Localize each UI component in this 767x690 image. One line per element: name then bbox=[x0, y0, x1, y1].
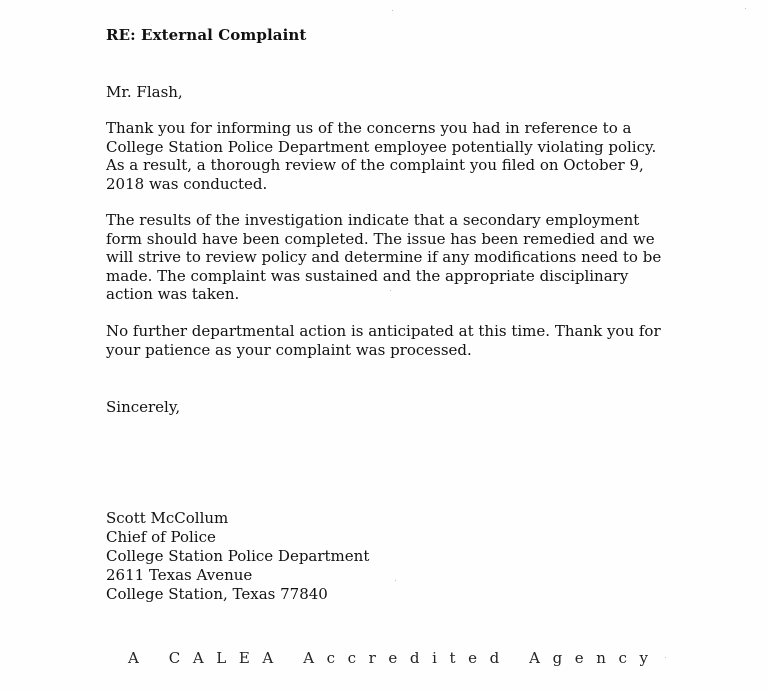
letter-salutation: Mr. Flash, bbox=[106, 83, 183, 101]
signature-block bbox=[106, 509, 369, 604]
scan-speck bbox=[665, 657, 666, 658]
paragraph-line: action was taken. bbox=[106, 285, 240, 303]
paragraph-line: No further departmental action is anticipated at this time. Thank you for bbox=[106, 322, 661, 340]
letter-closing: Sincerely, bbox=[106, 398, 181, 416]
letter-subject: RE: External Complaint bbox=[106, 26, 307, 44]
scan-speck bbox=[395, 580, 396, 581]
paragraph-line: 2018 was conducted. bbox=[106, 174, 268, 193]
paragraph-line: The results of the investigation indicate that a secondary employment bbox=[106, 211, 640, 229]
body-paragraph-3 bbox=[106, 322, 686, 359]
signature-title: Chief of Police bbox=[106, 528, 216, 546]
signature-street: 2611 Texas Avenue bbox=[106, 566, 253, 584]
paragraph-line: will strive to review policy and determine if any modifications need to be bbox=[106, 248, 662, 266]
signature-city-state-zip: College Station, Texas 77840 bbox=[106, 585, 328, 603]
signature-name: Scott McCollum bbox=[106, 509, 229, 527]
paragraph-line: made. The complaint was sustained and the appropriate disciplinary bbox=[106, 266, 629, 285]
signature-department: College Station Police Department bbox=[106, 547, 370, 565]
letter-footer: A CALEA Accredited Agency bbox=[128, 649, 661, 667]
paragraph-line: Thank you for informing us of the concerns you had in reference to a bbox=[106, 119, 632, 137]
paragraph-line: your patience as your complaint was processed. bbox=[106, 340, 472, 359]
scan-speck bbox=[745, 8, 746, 9]
scan-speck bbox=[390, 290, 391, 291]
scan-speck bbox=[392, 10, 393, 11]
paragraph-line: College Station Police Department employee potentially violating policy. bbox=[106, 137, 657, 156]
paragraph-line: As a result, a thorough review of the complaint you filed on October 9, bbox=[106, 156, 644, 174]
body-paragraph-2 bbox=[106, 211, 686, 304]
body-paragraph-1 bbox=[106, 119, 686, 193]
paragraph-line: form should have been completed. The issue has been remedied and we bbox=[106, 229, 655, 248]
